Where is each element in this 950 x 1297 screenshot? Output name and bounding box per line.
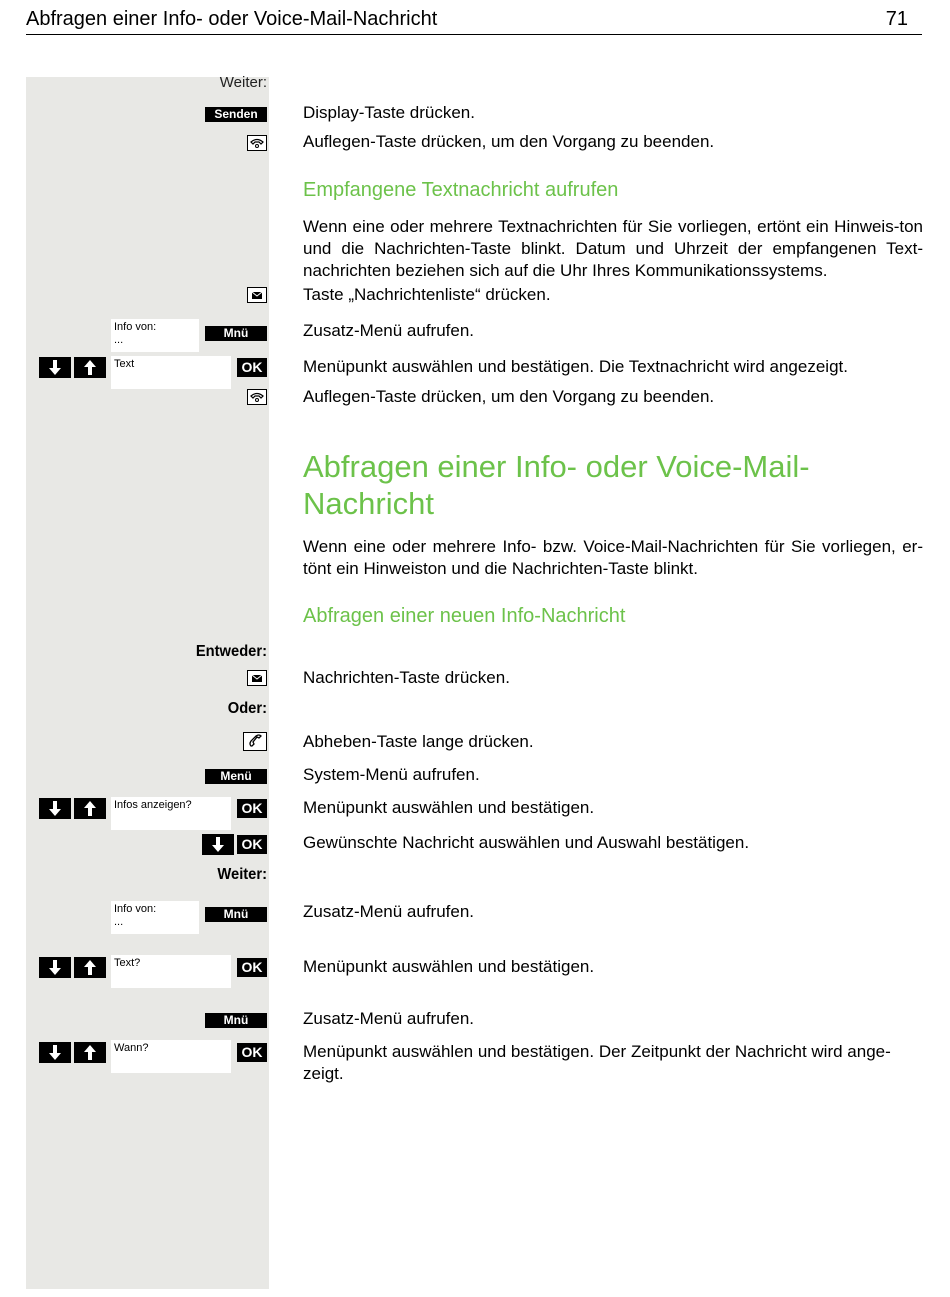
ok-key[interactable]: OK (237, 1043, 267, 1062)
display-line: Info von: (114, 321, 157, 333)
display-infos-anzeigen: Infos anzeigen? (111, 797, 231, 830)
label-weiter: Weiter: (217, 866, 267, 883)
display-line: Info von: (114, 903, 157, 915)
arrow-down-icon[interactable] (39, 957, 71, 978)
message-icon[interactable] (247, 287, 267, 303)
page-header (26, 6, 922, 35)
step-text: System-Menü aufrufen. (303, 765, 480, 784)
page-header-title: Abfragen einer Info- oder Voice-Mail-Nachricht (26, 8, 438, 30)
label-oder: Oder: (227, 700, 267, 717)
step-text: Gewünschte Nachricht auswählen und Auswahl bestätigen. (303, 833, 750, 852)
arrow-down-icon[interactable] (202, 834, 234, 855)
page-number: 71 (885, 8, 908, 30)
menu-key[interactable]: Mnü (205, 326, 267, 341)
arrow-down-icon[interactable] (39, 798, 71, 819)
step-text: Auflegen-Taste drücken, um den Vorgang zu beenden. (303, 387, 715, 406)
handset-icon[interactable] (243, 732, 267, 751)
menu-key[interactable]: Mnü (205, 907, 267, 922)
step-text: Display-Taste drücken. (303, 103, 475, 122)
section-heading: Abfragen einer neuen Info-Nachricht (303, 605, 626, 627)
display-info-von (111, 901, 199, 934)
hangup-icon[interactable] (247, 389, 267, 405)
paragraph: Wenn eine oder mehrere Info- bzw. Voice-Mail-Nachrichten für Sie vorliegen, er-tönt ein Hinweiston und die Nachrichten-Taste blinkt. (303, 537, 923, 578)
step-text: Zusatz-Menü aufrufen. (303, 902, 475, 921)
ok-key[interactable]: OK (237, 358, 267, 377)
ok-key[interactable]: OK (237, 799, 267, 818)
ok-key[interactable]: OK (237, 958, 267, 977)
arrow-down-icon[interactable] (39, 357, 71, 378)
display-text: Text (111, 356, 231, 389)
main-heading-line: Nachricht (303, 486, 434, 521)
display-line: ... (114, 334, 124, 346)
display-wann: Wann? (111, 1040, 231, 1073)
display-info-von (111, 319, 199, 352)
step-text: Menüpunkt auswählen und bestätigen. Die Textnachricht wird angezeigt. (303, 357, 848, 376)
step-text: Menüpunkt auswählen und bestätigen. (303, 798, 595, 817)
senden-key[interactable]: Senden (205, 107, 267, 122)
step-text: Zusatz-Menü aufrufen. (303, 321, 475, 340)
step-text: Abheben-Taste lange drücken. (303, 732, 534, 751)
hangup-icon[interactable] (247, 135, 267, 151)
step-text: Nachrichten-Taste drücken. (303, 668, 510, 687)
main-heading (303, 448, 810, 522)
arrow-up-icon[interactable] (74, 357, 106, 378)
label-weiter-top: Weiter: (219, 74, 267, 91)
step-text: Zusatz-Menü aufrufen. (303, 1009, 475, 1028)
sidebar-column (26, 77, 269, 1289)
section-heading: Empfangene Textnachricht aufrufen (303, 179, 619, 201)
arrow-down-icon[interactable] (39, 1042, 71, 1063)
menu-key[interactable]: Menü (205, 769, 267, 784)
arrow-up-icon[interactable] (74, 957, 106, 978)
step-text: Auflegen-Taste drücken, um den Vorgang zu beenden. (303, 132, 715, 151)
step-text: Taste „Nachrichtenliste“ drücken. (303, 285, 551, 304)
label-entweder: Entweder: (195, 643, 267, 660)
ok-key[interactable]: OK (237, 835, 267, 854)
display-text: Text? (111, 955, 231, 988)
arrow-up-icon[interactable] (74, 798, 106, 819)
arrow-up-icon[interactable] (74, 1042, 106, 1063)
step-text: Menüpunkt auswählen und bestätigen. (303, 957, 595, 976)
message-icon[interactable] (247, 670, 267, 686)
display-line: ... (114, 916, 124, 928)
paragraph: Wenn eine oder mehrere Textnachrichten für Sie vorliegen, ertönt ein Hinweis-ton und die Nachrichten-Taste blinkt. Datum und Uhrzeit der empfangenen Text-nachrichten beziehen sich auf die Uhr Ihres Kommunikationssystems. (303, 217, 923, 280)
menu-key[interactable]: Mnü (205, 1013, 267, 1028)
step-text: Menüpunkt auswählen und bestätigen. Der Zeitpunkt der Nachricht wird ange-zeigt. (303, 1042, 891, 1083)
main-heading-line: Abfragen einer Info- oder Voice-Mail- (303, 449, 810, 484)
